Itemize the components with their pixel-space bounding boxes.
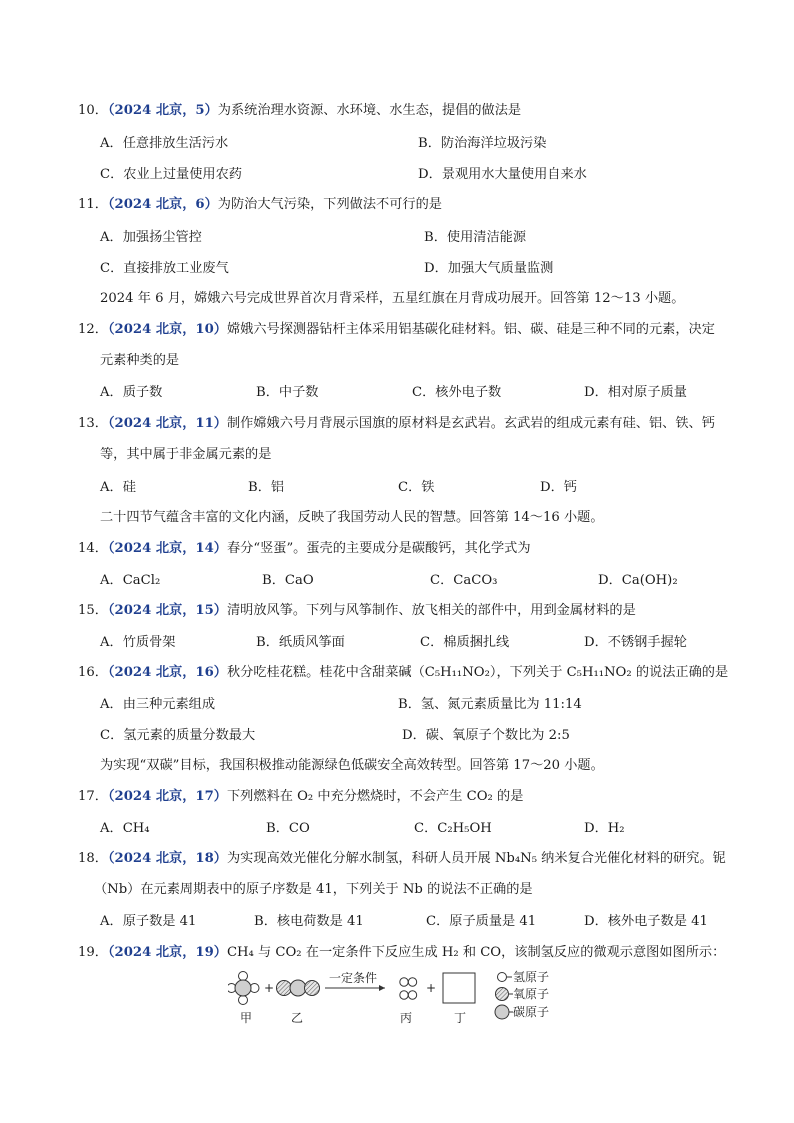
question-number: 14． [78, 541, 108, 556]
option-c: C．CaCO₃ [430, 573, 498, 588]
option-c: C．原子质量是 41 [426, 914, 537, 929]
molecule-co2 [277, 980, 320, 996]
question-12 [78, 319, 734, 341]
question-number: 15． [78, 603, 108, 618]
question-number: 18． [78, 851, 108, 866]
question-10 [78, 100, 734, 122]
question-16 [78, 662, 734, 684]
option-b: B．CaO [262, 573, 314, 588]
option-d: D．不锈钢手握轮 [584, 635, 687, 650]
question-source: （2024 北京，15） [107, 603, 227, 618]
answer-box [443, 973, 475, 1003]
label-jia: 甲 [240, 1011, 253, 1025]
question-text: 清明放风筝。下列与风筝制作、放飞相关的部件中，用到金属材料的是 [226, 603, 636, 618]
option-a: A．任意排放生活污水 [100, 136, 229, 151]
option-c: C．核外电子数 [412, 385, 502, 400]
question-14 [78, 538, 734, 560]
option-c: C．铁 [398, 480, 435, 495]
question-source: （2024 北京，6） [107, 197, 218, 212]
question-text: 下列燃料在 O₂ 中充分燃烧时，不会产生 CO₂ 的是 [226, 789, 524, 804]
question-text-continued: （Nb）在元素周期表中的原子序数是 41，下列关于 Nb 的说法不正确的是 [94, 882, 533, 897]
option-d: D．钙 [540, 480, 577, 495]
question-source: （2024 北京，14） [107, 541, 227, 556]
question-text: 嫦娥六号探测器钻杆主体采用铝基碳化硅材料。铝、碳、硅是三种不同的元素，决定 [226, 322, 715, 337]
plus-sign: + [426, 981, 437, 995]
reaction-diagram [228, 970, 588, 1032]
label-bing: 丙 [400, 1011, 413, 1025]
option-b: B．核电荷数是 41 [254, 914, 364, 929]
label-yi: 乙 [291, 1011, 304, 1025]
option-b: B．铝 [248, 480, 285, 495]
reaction-condition: 一定条件 [329, 971, 378, 985]
option-a: A．加强扬尘管控 [100, 230, 202, 245]
legend-carbon-swatch [495, 1005, 509, 1019]
option-b: B．CO [266, 821, 310, 836]
question-number: 13． [78, 416, 108, 431]
section-intro: 2024 年 6 月，嫦娥六号完成世界首次月背采样，五星红旗在月背成功展开。回答第 12～13 小题。 [100, 291, 685, 306]
option-d: D．景观用水大量使用自来水 [418, 167, 587, 182]
question-19 [78, 942, 734, 964]
option-c: C．氢元素的质量分数最大 [100, 728, 256, 743]
section-intro: 为实现“双碳”目标，我国积极推动能源绿色低碳安全高效转型。回答第 17～20 小题。 [100, 758, 604, 773]
option-b: B．纸质风筝面 [256, 635, 345, 650]
question-number: 11． [78, 197, 108, 212]
option-c: C．C₂H₅OH [414, 821, 492, 836]
option-b: B．使用清洁能源 [424, 230, 527, 245]
option-d: D．碳、氧原子个数比为 2:5 [402, 728, 570, 743]
option-c: C．农业上过量使用农药 [100, 167, 242, 182]
question-text: 为实现高效光催化分解水制氢，科研人员开展 Nb₄N₅ 纳米复合光催化材料的研究。铌 [226, 851, 726, 866]
option-d: D．核外电子数是 41 [584, 914, 708, 929]
label-ding: 丁 [454, 1011, 467, 1025]
question-18 [78, 848, 734, 870]
question-number: 17． [78, 789, 108, 804]
question-number: 12． [78, 322, 108, 337]
question-15 [78, 600, 734, 622]
plus-sign: + [264, 981, 275, 995]
question-number: 16． [78, 665, 108, 680]
legend-hydrogen: 氢原子 [513, 970, 550, 984]
question-text-continued: 元素种类的是 [100, 353, 180, 368]
question-number: 10． [78, 103, 108, 118]
question-source: （2024 北京，18） [107, 851, 227, 866]
option-b: B．中子数 [256, 385, 319, 400]
question-17 [78, 786, 734, 808]
option-b: B．氢、氮元素质量比为 11:14 [398, 697, 582, 712]
option-b: B．防治海洋垃圾污染 [418, 136, 547, 151]
question-source: （2024 北京，16） [107, 665, 227, 680]
option-a: A．原子数是 41 [100, 914, 197, 929]
question-text: 制作嫦娥六号月背展示国旗的原材料是玄武岩。玄武岩的组成元素有硅、铝、铁、钙 [226, 416, 715, 431]
option-c: C．直接排放工业废气 [100, 261, 229, 276]
question-13 [78, 413, 734, 435]
question-source: （2024 北京，11） [107, 416, 227, 431]
question-text: 春分“竖蛋”。蛋壳的主要成分是碳酸钙，其化学式为 [226, 541, 531, 556]
legend-carbon: 碳原子 [513, 1005, 550, 1019]
option-a: A．硅 [100, 480, 136, 495]
question-source: （2024 北京，19） [107, 945, 227, 960]
option-d: D．加强大气质量监测 [424, 261, 554, 276]
arrow-head [379, 985, 385, 991]
molecule-h2 [400, 978, 417, 999]
question-source: （2024 北京，17） [107, 789, 227, 804]
option-a: A．CaCl₂ [100, 573, 161, 588]
legend [495, 970, 549, 1019]
question-11 [78, 194, 734, 216]
question-text: 秋分吃桂花糕。桂花中含甜菜碱（C₅H₁₁NO₂），下列关于 C₅H₁₁NO₂ 的说法正确的是 [226, 665, 729, 680]
legend-oxygen-swatch [496, 988, 509, 1001]
question-source: （2024 北京，10） [107, 322, 227, 337]
option-a: A．质子数 [100, 385, 163, 400]
question-source: （2024 北京，5） [107, 103, 218, 118]
option-a: A．由三种元素组成 [100, 697, 216, 712]
option-d: D．Ca(OH)₂ [598, 573, 678, 588]
question-text: CH₄ 与 CO₂ 在一定条件下反应生成 H₂ 和 CO，该制氢反应的微观示意图如图所示： [226, 945, 726, 960]
question-text: 为系统治理水资源、水环境、水生态，提倡的做法是 [217, 103, 522, 118]
question-text-continued: 等，其中属于非金属元素的是 [100, 447, 272, 462]
legend-oxygen: 氧原子 [513, 987, 550, 1001]
option-a: A．竹质骨架 [100, 635, 176, 650]
legend-hydrogen-swatch [498, 973, 507, 982]
question-text: 为防治大气污染，下列做法不可行的是 [217, 197, 442, 212]
option-d: D．相对原子质量 [584, 385, 687, 400]
question-number: 19． [78, 945, 108, 960]
molecule-ch4 [228, 972, 259, 1005]
option-a: A．CH₄ [100, 821, 150, 836]
section-intro: 二十四节气蕴含丰富的文化内涵，反映了我国劳动人民的智慧。回答第 14～16 小题。 [100, 510, 604, 525]
option-d: D．H₂ [584, 821, 625, 836]
option-c: C．棉质捆扎线 [420, 635, 510, 650]
